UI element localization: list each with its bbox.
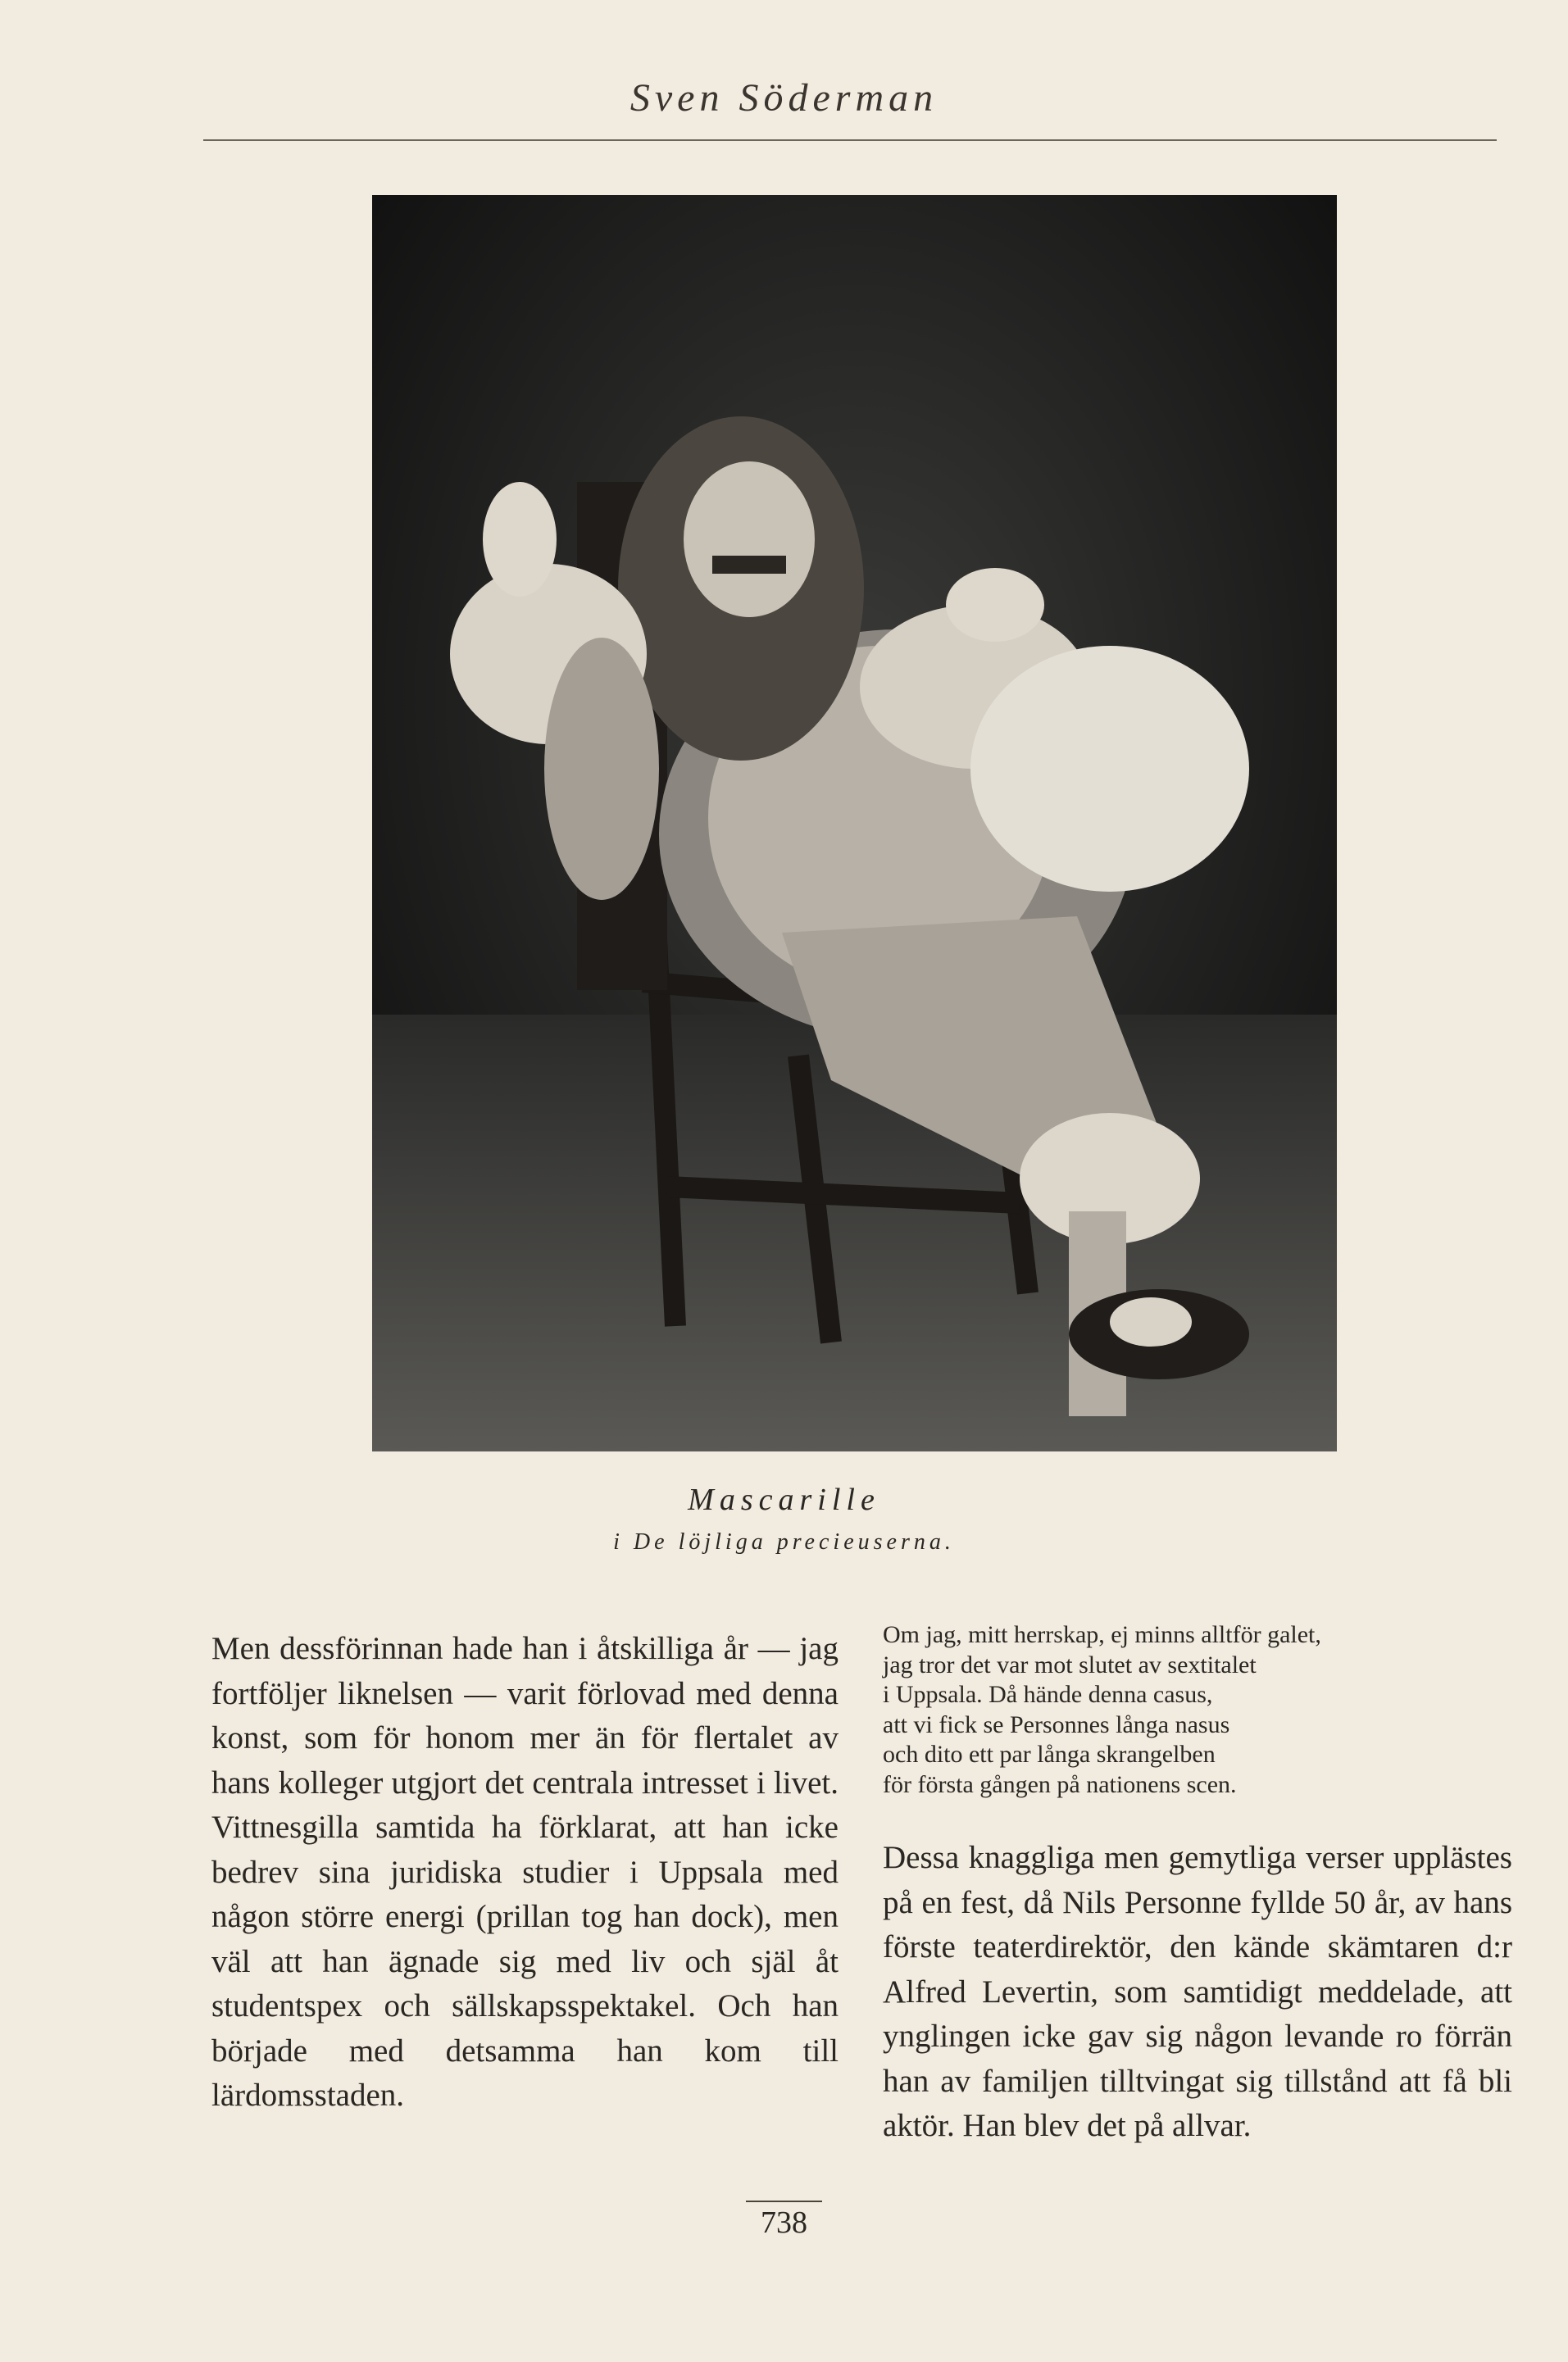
poem-line: jag tror det var mot slutet av sextitalet bbox=[883, 1651, 1257, 1678]
caption-title: Mascarille bbox=[688, 1483, 880, 1517]
running-head: Sven Söderman bbox=[629, 76, 939, 120]
poem-line: Om jag, mitt herrskap, ej minns alltför galet, bbox=[883, 1621, 1321, 1648]
caption-subtitle: i De löjliga precieuserna. bbox=[613, 1529, 955, 1555]
header-rule bbox=[203, 139, 1497, 141]
poem bbox=[883, 1620, 1522, 1800]
page-number bbox=[0, 2205, 1568, 2241]
right-column-paragraph: Dessa knaggliga men gemytliga verser upplästes på en fest, då Nils Personne fyllde 50 år, av hans förste teaterdirektör, den kände skämtaren d:r Alfred Levertin, som samtidigt meddelade, att ynglingen icke gav sig någon levande ro förrän han av familjen tilltvingat sig tillstånd att få bli aktör. Han blev det på allvar. bbox=[883, 1840, 1512, 2143]
poem-line: och dito ett par långa skrangelben bbox=[883, 1741, 1216, 1768]
poem-line: i Uppsala. Då hände denna casus, bbox=[883, 1681, 1213, 1708]
poem-line: att vi fick se Personnes långa nasus bbox=[883, 1710, 1230, 1738]
photograph-of-actor-in-costume-icon bbox=[372, 195, 1337, 1451]
poem-line: för första gången på nationens scen. bbox=[883, 1770, 1237, 1798]
photograph bbox=[372, 195, 1337, 1451]
left-column-paragraph: Men dessförinnan hade han i åtskilliga år — jag fortföljer liknelsen — varit förlovad med denna konst, som för honom mer än för flertalet av hans kolleger utgjort det centrala intresset i livet. Vittnesgilla samtida ha förklarat, att han icke bedrev sina juridiska studier i Uppsala med någon större energi (prillan tog han dock), men väl att han ägnade sig med liv och själ åt studentspex och sällskapsspektakel. Och han började med detsamma han kom till lärdomsstaden. bbox=[211, 1631, 839, 2113]
page-number-text: 738 bbox=[746, 2201, 822, 2240]
